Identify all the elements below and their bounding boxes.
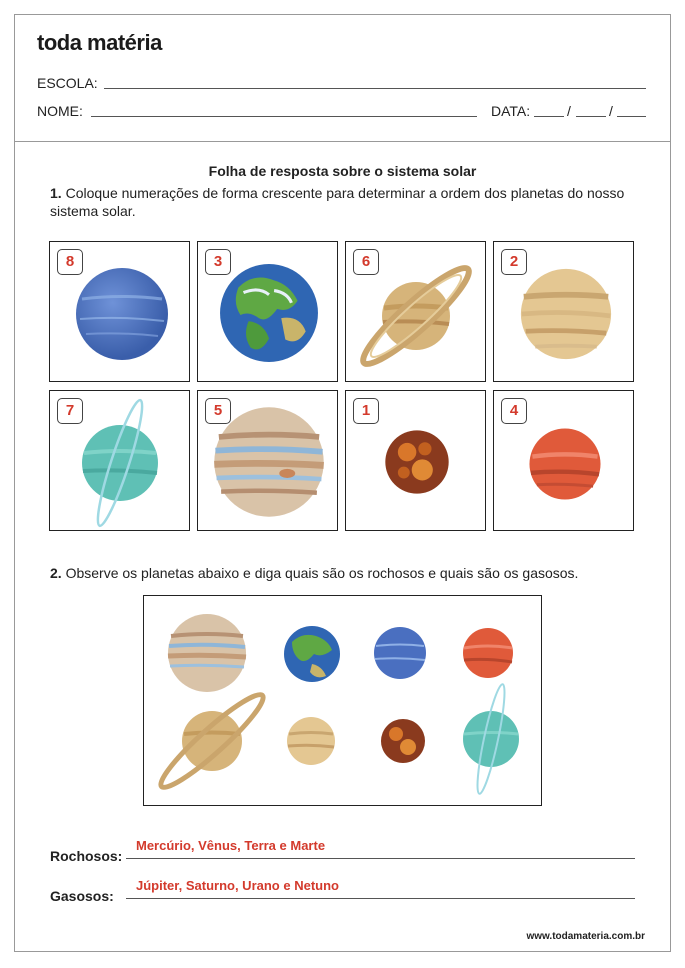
date-month-field[interactable] (576, 116, 606, 117)
planet-card-mercury (345, 390, 486, 531)
planet-card-neptune (49, 241, 190, 382)
jupiter-image (212, 405, 326, 519)
mars-icon (463, 628, 513, 678)
question-1 (50, 184, 650, 220)
gasosos-answer[interactable]: Júpiter, Saturno, Urano e Netuno (136, 878, 339, 893)
escola-field[interactable] (104, 88, 646, 89)
saturn-image (350, 250, 482, 378)
escola-label: ESCOLA: (37, 75, 98, 91)
date-day-field[interactable] (534, 116, 564, 117)
planet-card-earth (197, 241, 338, 382)
planet-card-uranus (49, 390, 190, 531)
saturn-icon (153, 687, 270, 796)
question-text: Coloque numerações de forma crescente para determinar a ordem dos planetas do nosso sistema solar. (50, 185, 625, 219)
question-text: Observe os planetas abaixo e diga quais são os rochosos e quais são os gasosos. (65, 565, 579, 581)
order-number[interactable]: 1 (353, 398, 379, 424)
question-number: 2. (50, 565, 62, 581)
order-number[interactable]: 7 (57, 398, 83, 424)
earth-icon (284, 626, 340, 682)
footer-url[interactable]: www.todamateria.com.br (526, 931, 645, 942)
venus-image (518, 266, 614, 362)
planets-overview-image (144, 596, 540, 804)
neptune-image (72, 264, 172, 364)
header-divider (14, 141, 671, 142)
uranus-icon (463, 683, 519, 795)
question-number: 1. (50, 185, 62, 201)
planet-card-venus (493, 241, 634, 382)
gasosos-label: Gasosos: (50, 888, 114, 904)
neptune-icon (374, 627, 426, 679)
data-label: DATA: (491, 103, 531, 119)
order-number[interactable]: 4 (501, 398, 527, 424)
earth-image (218, 262, 320, 364)
gasosos-answer-line (126, 898, 635, 899)
mars-image (528, 427, 602, 501)
rochosos-answer-line (126, 858, 635, 859)
planet-card-jupiter (197, 390, 338, 531)
nome-label: NOME: (37, 103, 83, 119)
planets-overview-box (143, 595, 542, 806)
jupiter-icon (168, 614, 246, 692)
planet-card-mars (493, 390, 634, 531)
order-number[interactable]: 8 (57, 249, 83, 275)
planet-card-saturn (345, 241, 486, 382)
order-number[interactable]: 3 (205, 249, 231, 275)
page-title: Folha de resposta sobre o sistema solar (208, 163, 477, 179)
mercury-icon (381, 719, 425, 763)
mercury-image (384, 429, 450, 495)
date-separator: / (567, 103, 571, 119)
order-number[interactable]: 5 (205, 398, 231, 424)
rochosos-label: Rochosos: (50, 848, 123, 864)
date-year-field[interactable] (617, 116, 646, 117)
nome-field[interactable] (91, 116, 477, 117)
date-separator: / (609, 103, 613, 119)
uranus-image (64, 397, 184, 529)
question-2 (50, 564, 650, 582)
logo: toda matéria (37, 30, 162, 55)
venus-icon (287, 717, 335, 765)
order-number[interactable]: 2 (501, 249, 527, 275)
rochosos-answer[interactable]: Mercúrio, Vênus, Terra e Marte (136, 838, 326, 853)
order-number[interactable]: 6 (353, 249, 379, 275)
